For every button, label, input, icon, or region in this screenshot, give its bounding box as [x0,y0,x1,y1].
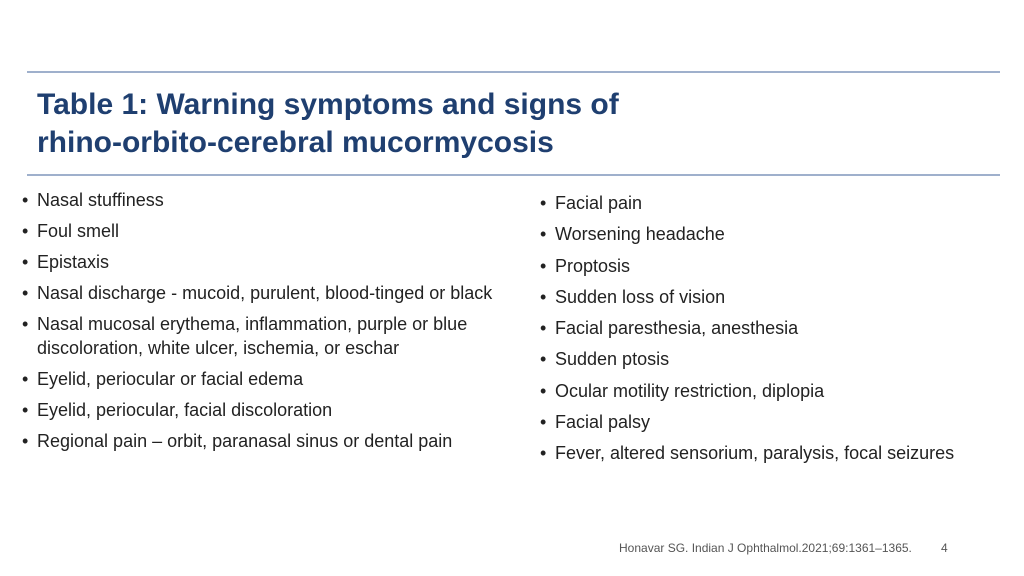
list-item [22,398,530,422]
title-line-2: rhino-orbito-cerebral mucormycosis [37,126,554,159]
list-item-text: Foul smell [37,221,120,241]
list-item-text: Eyelid, periocular or facial edema [37,369,304,389]
bullet-icon: • [540,443,547,464]
list-item-text: Ocular motility restriction, diplopia [555,380,825,401]
citation: Honavar SG. Indian J Ophthalmol.2021;69:1361–1365. [619,541,912,555]
bullet-icon: • [540,412,547,433]
list-item-text: Regional pain – orbit, paranasal sinus or dental pain [37,431,453,451]
list-item-text: Sudden loss of vision [555,286,726,307]
title-line-1: Table 1: Warning symptoms and signs of [37,88,619,121]
bullet-icon: • [22,400,29,420]
list-item [22,281,530,305]
bullet-icon: • [22,283,29,303]
bullet-icon: • [22,314,29,334]
bullet-icon: • [22,369,29,389]
list-item [540,441,1020,465]
list-item-text: Nasal mucosal erythema, inflammation, purple or blue discoloration, white ulcer, ischemia, or eschar [37,314,468,358]
list-item [22,250,530,274]
list-item-text: Facial palsy [555,412,651,433]
list-item [22,312,530,360]
bullet-icon: • [22,431,29,451]
bullet-icon: • [22,252,29,272]
title-bottom-rule [27,174,1000,176]
left-symptom-list [22,188,530,460]
list-item [22,367,530,391]
bullet-icon: • [22,190,29,210]
list-item [540,316,1020,340]
list-item-text: Eyelid, periocular, facial discoloration [37,400,333,420]
bullet-icon: • [540,255,547,276]
list-item-text: Sudden ptosis [555,349,670,370]
bullet-icon: • [540,318,547,339]
list-item [22,219,530,243]
list-item [540,347,1020,371]
list-item-text: Fever, altered sensorium, paralysis, focal seizures [555,443,955,464]
list-item [540,379,1020,403]
bullet-icon: • [22,221,29,241]
list-item [540,285,1020,309]
list-item-text: Nasal discharge - mucoid, purulent, blood-tinged or black [37,283,493,303]
right-symptom-list [540,191,1020,473]
bullet-icon: • [540,286,547,307]
list-item [540,254,1020,278]
list-item-text: Facial pain [555,193,643,213]
list-item [540,191,1020,215]
title-top-rule [27,71,1000,73]
bullet-icon: • [540,349,547,370]
bullet-icon: • [540,193,547,213]
list-item-text: Proptosis [555,255,631,276]
bullet-icon: • [540,380,547,401]
table-title [37,86,937,162]
page-number: 4 [941,541,948,555]
list-item-text: Nasal stuffiness [37,190,164,210]
bullet-icon: • [540,224,547,245]
list-item-text: Epistaxis [37,252,110,272]
list-item-text: Facial paresthesia, anesthesia [555,318,799,339]
list-item [540,222,1020,246]
list-item [540,410,1020,434]
list-item-text: Worsening headache [555,224,725,245]
list-item [22,188,530,212]
list-item [22,429,530,453]
